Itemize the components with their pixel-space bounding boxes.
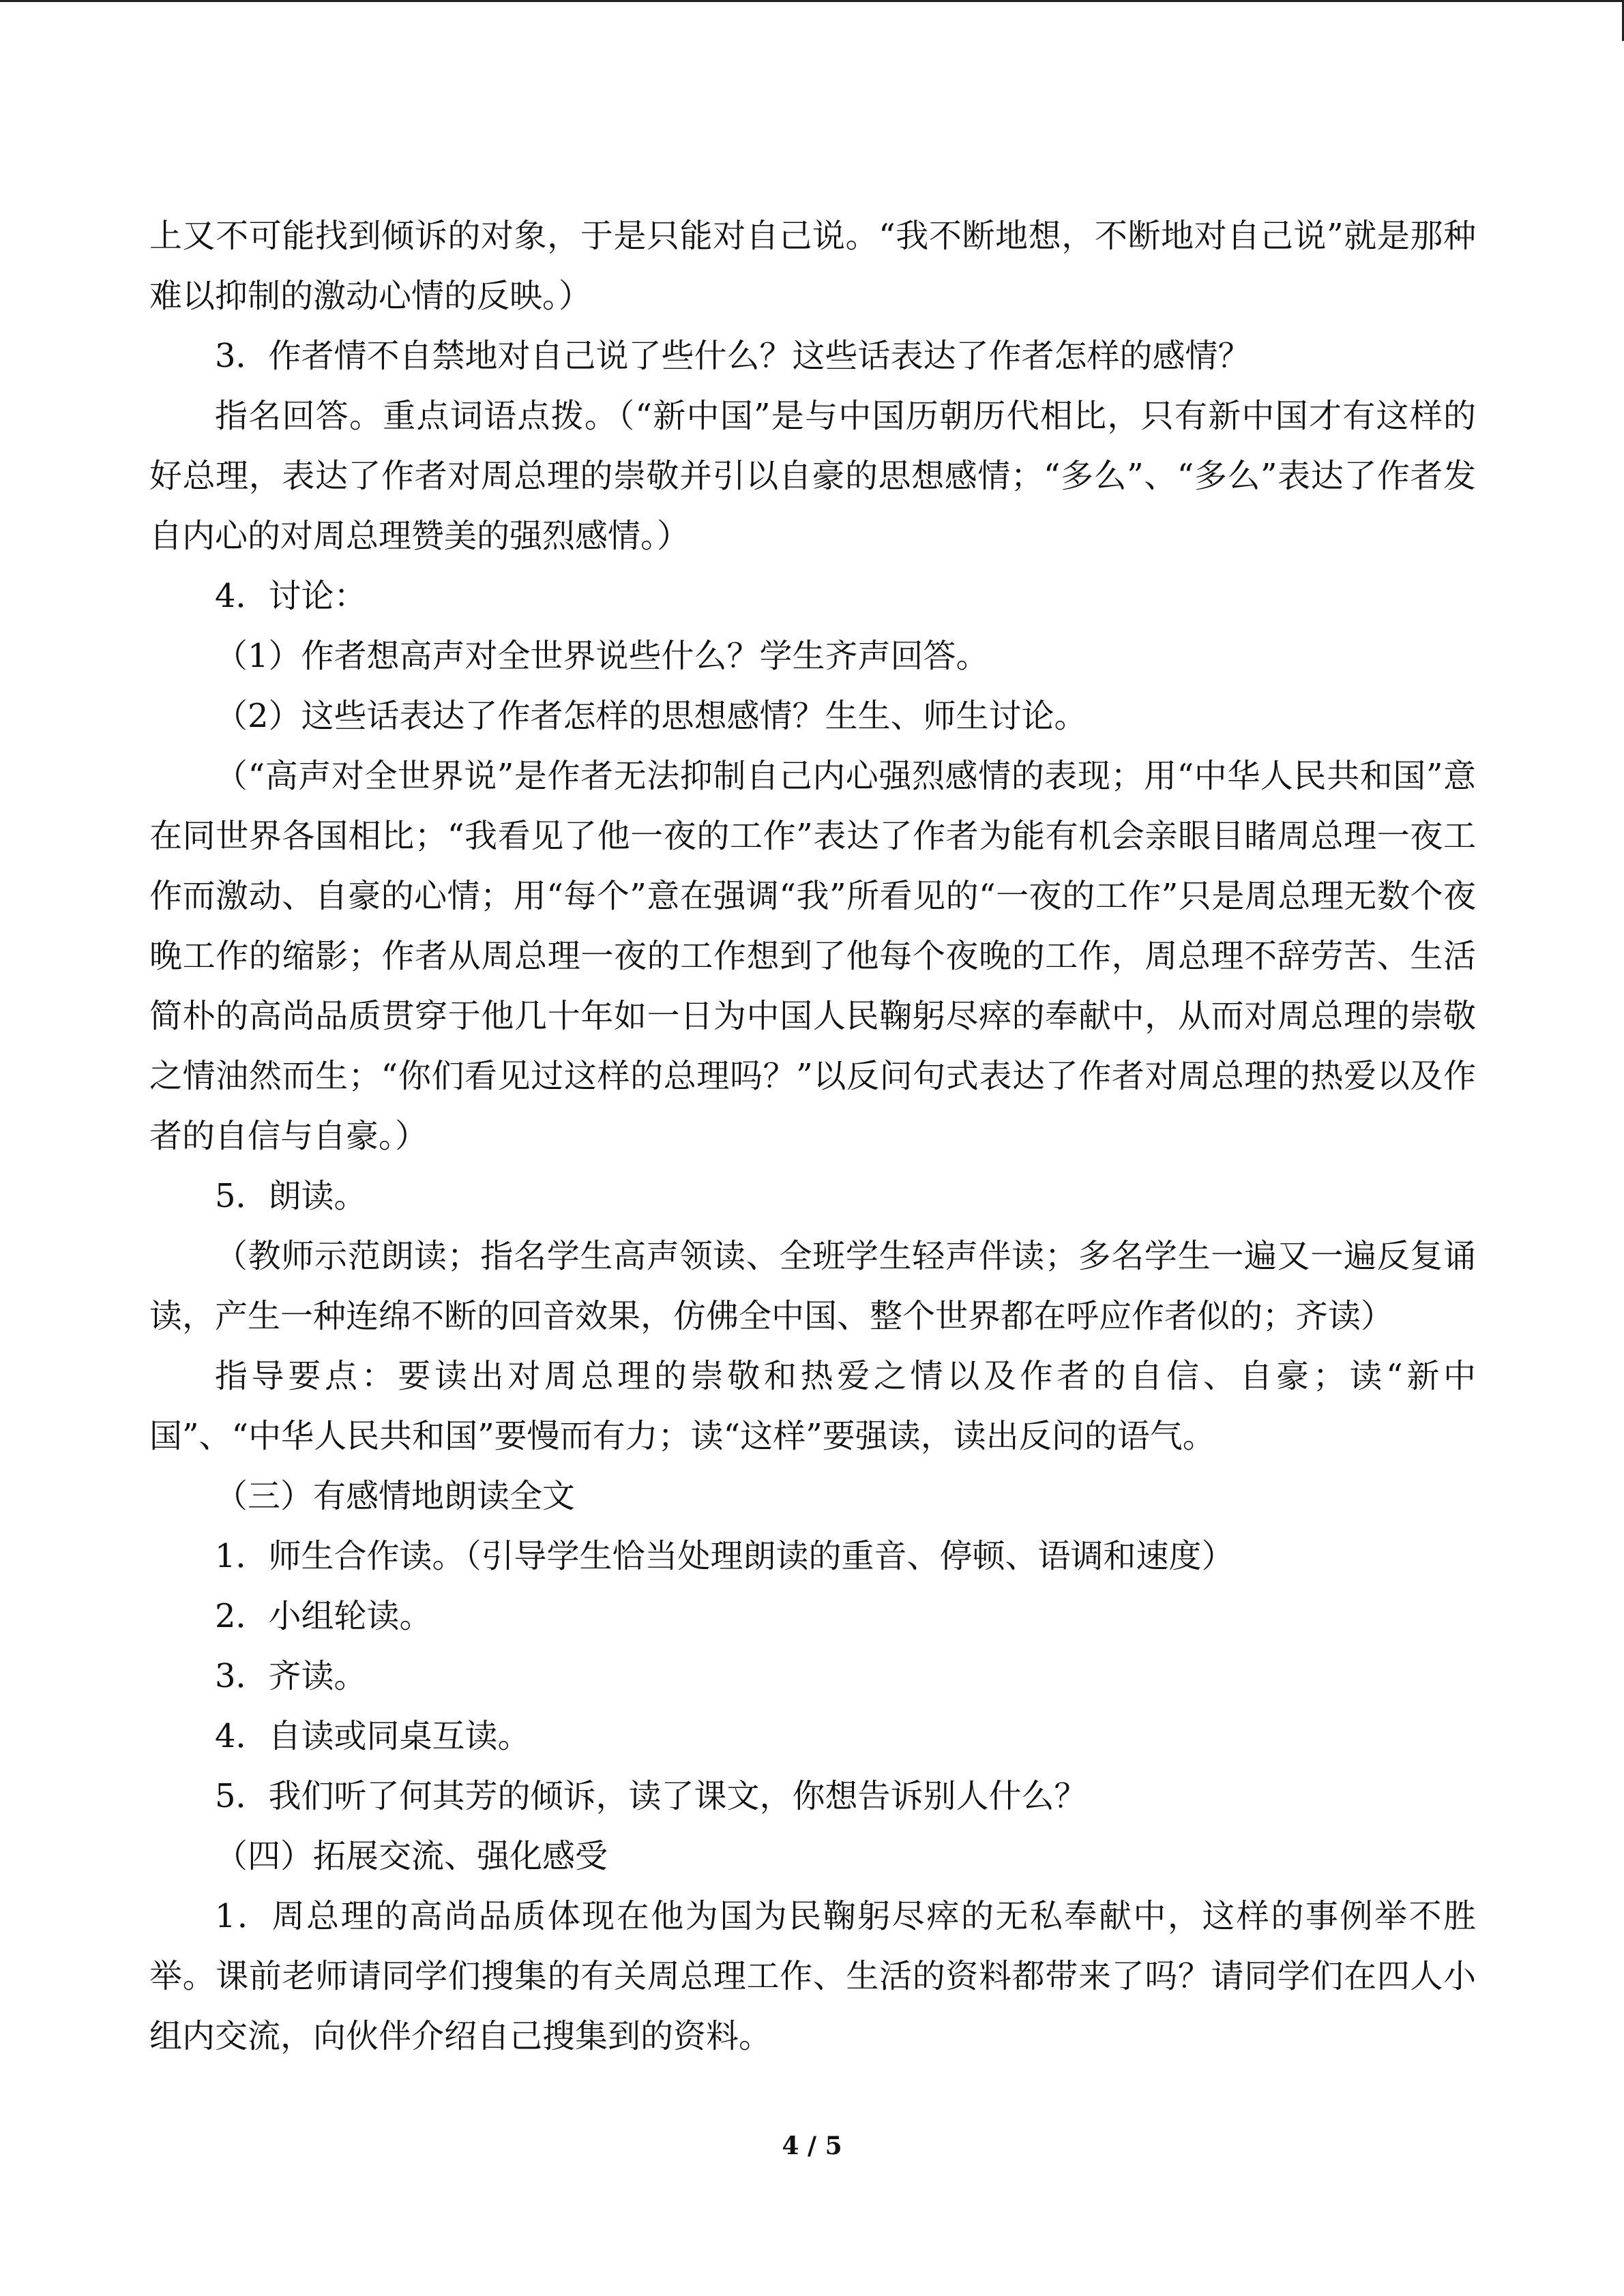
section-3-item-5: 5．我们听了何其芳的倾诉，读了课文，你想告诉别人什么？ [215,1777,1087,1815]
section-heading-4: （四）拓展交流、强化感受 [215,1837,608,1875]
section-4-item-1: 1．周总理的高尚品质体现在他为国为民鞠躬尽瘁的无私奉献中，这样的事例举不胜举。课前老师请同学们搜集的有关周总理工作、生活的资料都带来了吗？请同学们在四人小组内交流，向伙伴介绍自己搜集到的资料。 [149,1897,1476,2055]
paragraph-answer-3: 指名回答。重点词语点拨。（“新中国”是与中国历朝历代相比，只有新中国才有这样的好总理，表达了作者对周总理的崇敬并引以自豪的思想感情；“多么”、“多么”表达了作者发自内心的对周总理赞美的强烈感情。） [149,397,1476,555]
step-4-discussion: 4．讨论： [215,577,367,615]
paragraph-reading-guidance: 指导要点：要读出对周总理的崇敬和热爱之情以及作者的自信、自豪；读“新中国”、“中华人民共和国”要慢而有力；读“这样”要强读，读出反问的语气。 [149,1357,1476,1455]
paragraph-reading-method: （教师示范朗读；指名学生高声领读、全班学生轻声伴读；多名学生一遍又一遍反复诵读，产生一种连绵不断的回音效果，仿佛全中国、整个世界都在呼应作者似的；齐读） [149,1237,1476,1335]
section-3-item-2: 2．小组轮读。 [215,1597,432,1635]
section-3-item-4: 4．自读或同桌互读。 [215,1717,531,1755]
section-heading-3: （三）有感情地朗读全文 [215,1477,576,1515]
paragraph-continuation: 上又不可能找到倾诉的对象，于是只能对自己说。“我不断地想，不断地对自己说”就是那种难以抑制的激动心情的反映。） [149,217,1476,315]
section-3-item-1: 1．师生合作读。（引导学生恰当处理朗读的重音、停顿、语调和速度） [215,1537,1235,1575]
paragraph-discussion-answer: （“高声对全世界说”是作者无法抑制自己内心强烈感情的表现；用“中华人民共和国”意在同世界各国相比；“我看见了他一夜的工作”表达了作者为能有机会亲眼目睹周总理一夜工作而激动、自豪的心情；用“每个”意在强调“我”所看见的“一夜的工作”只是周总理无数个夜晚工作的缩影；作者从周总理一夜的工作想到了他每个夜晚的工作，周总理不辞劳苦、生活简朴的高尚品质贯穿于他几十年如一日为中国人民鞠躬尽瘁的奉献中，从而对周总理的崇敬之情油然而生；“你们看见过这样的总理吗？”以反问句式表达了作者对周总理的热爱以及作者的自信与自豪。） [149,757,1476,1155]
discussion-item-1: （1）作者想高声对全世界说些什么？学生齐声回答。 [215,637,989,675]
section-3-item-3: 3．齐读。 [215,1657,367,1695]
discussion-item-2: （2）这些话表达了作者怎样的思想感情？生生、师生讨论。 [215,697,1087,735]
page-number: 4 / 5 [782,2132,842,2160]
step-5-reading: 5．朗读。 [215,1177,367,1215]
question-3: 3．作者情不自禁地对自己说了些什么？这些话表达了作者怎样的感情？ [215,337,1251,375]
top-border-line [0,0,1624,2]
document-body [149,206,1476,2066]
